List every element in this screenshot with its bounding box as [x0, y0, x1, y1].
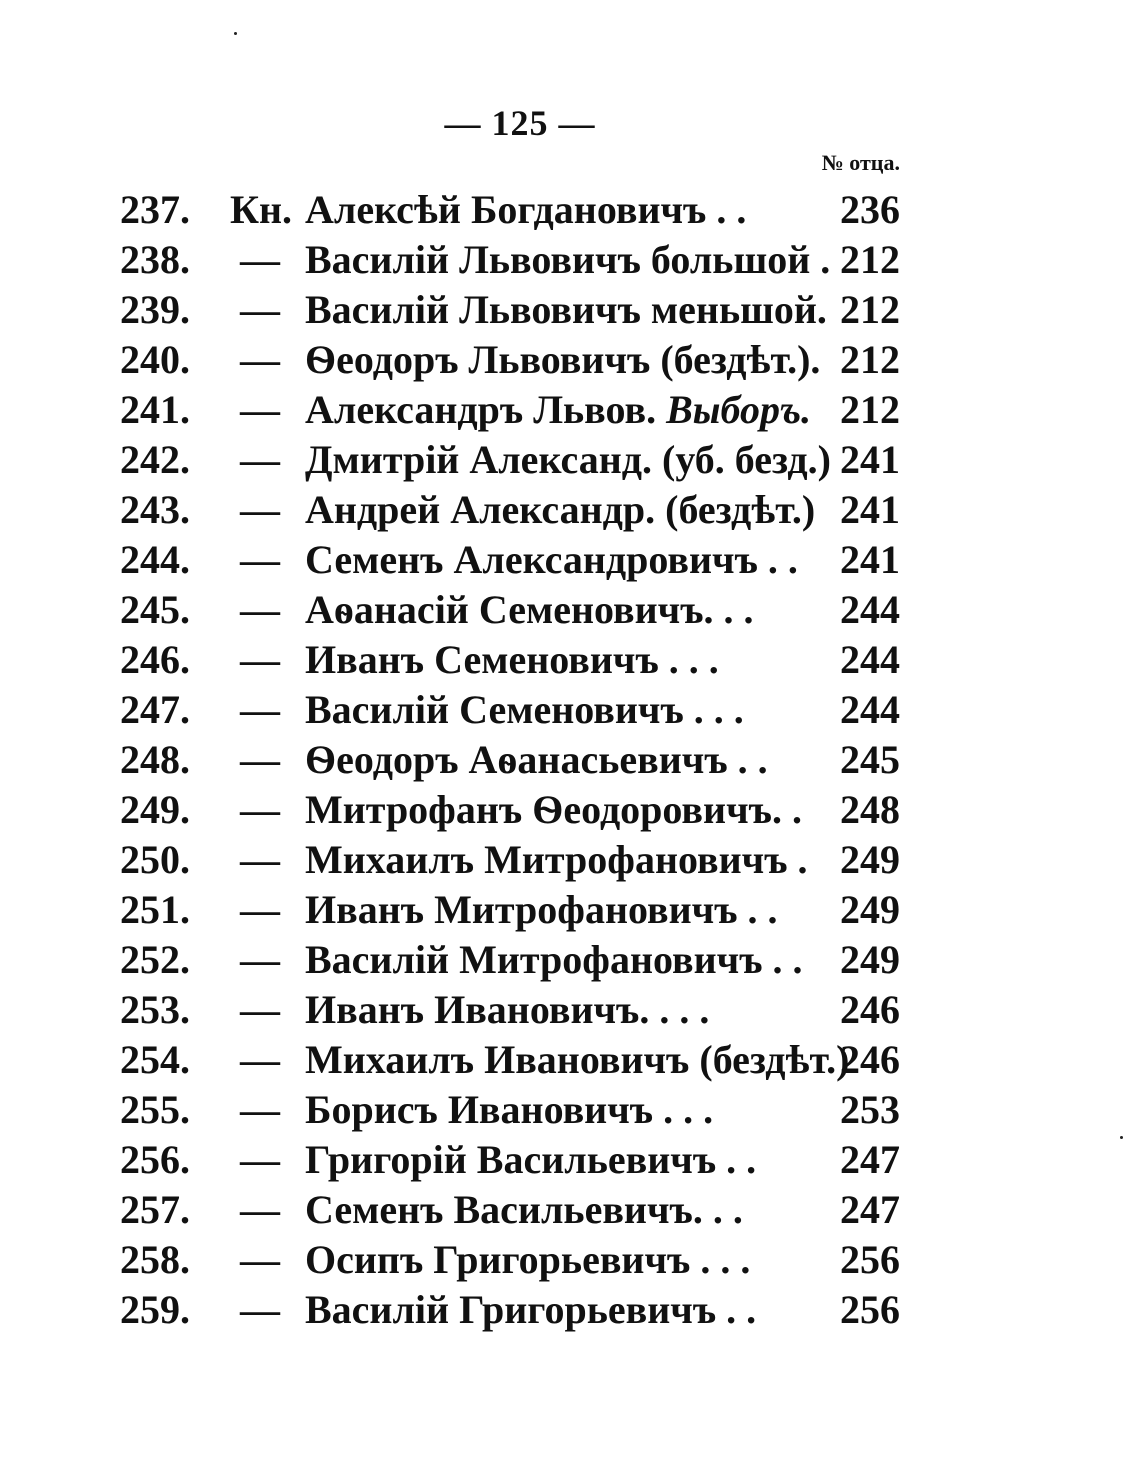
entry-row — [120, 585, 910, 635]
entry-name — [305, 635, 795, 685]
entry-title: — — [240, 837, 280, 882]
entry-name — [305, 1035, 850, 1085]
entry-row — [120, 535, 910, 585]
entry-number: 250. — [120, 837, 190, 882]
entry-father-number: 246 — [840, 987, 900, 1032]
entry-father-number: 236 — [840, 187, 900, 232]
entry-father-number: 253 — [840, 1087, 900, 1132]
entry-title: Кн. — [230, 187, 293, 232]
entry-name-text: Иванъ Митрофановичъ . . — [305, 887, 778, 932]
entry-number: 246. — [120, 637, 190, 682]
entry-number: 251. — [120, 887, 190, 932]
entry-title: — — [240, 1087, 280, 1132]
entry-name — [305, 585, 795, 635]
entry-number: 247. — [120, 687, 190, 732]
entry-name — [305, 685, 795, 735]
entry-row — [120, 185, 910, 235]
entry-father-number: 247 — [840, 1137, 900, 1182]
entry-row — [120, 1185, 910, 1235]
entry-name — [305, 835, 808, 885]
entry-name-text: Михаилъ Митрофановичъ . — [305, 837, 808, 882]
entry-number: 239. — [120, 287, 190, 332]
entry-father-number: 244 — [840, 687, 900, 732]
entry-father-number: 245 — [840, 737, 900, 782]
entry-father-number: 244 — [840, 637, 900, 682]
entry-name-text: Ѳеодоръ Львовичъ (бездѣт.). — [305, 337, 821, 382]
entry-title: — — [240, 887, 280, 932]
entry-father-number: 244 — [840, 587, 900, 632]
entry-name-text: Семенъ Александровичъ . . — [305, 537, 798, 582]
entry-row — [120, 885, 910, 935]
entry-number: 249. — [120, 787, 190, 832]
entry-name-text: Семенъ Васильевичъ. . . — [305, 1187, 743, 1232]
entry-row — [120, 1135, 910, 1185]
entry-name — [305, 185, 795, 235]
print-speck — [1120, 1136, 1123, 1139]
entry-number: 253. — [120, 987, 190, 1032]
entry-name — [305, 1085, 795, 1135]
entry-name — [305, 885, 795, 935]
entry-title: — — [240, 237, 280, 282]
entry-row — [120, 935, 910, 985]
entry-father-number: 212 — [840, 237, 900, 282]
entry-name-text: Григорій Васильевичъ . . — [305, 1137, 757, 1182]
entry-name — [305, 235, 831, 285]
entry-row — [120, 835, 910, 885]
entry-title: — — [240, 387, 280, 432]
entry-name-text: Митрофанъ Ѳеодоровичъ. . — [305, 787, 802, 832]
entry-number: 252. — [120, 937, 190, 982]
entry-place: Выборъ. — [666, 387, 812, 432]
entry-name — [305, 735, 795, 785]
entry-name-text: Иванъ Ивановичъ. . . . — [305, 987, 710, 1032]
entry-name — [305, 985, 795, 1035]
entry-number: 254. — [120, 1037, 190, 1082]
entry-father-number: 247 — [840, 1187, 900, 1232]
entry-title: — — [240, 437, 280, 482]
entry-name — [305, 1285, 795, 1335]
entry-father-number: 249 — [840, 837, 900, 882]
entry-number: 256. — [120, 1137, 190, 1182]
entry-row — [120, 235, 910, 285]
entry-title: — — [240, 1237, 280, 1282]
entry-row — [120, 285, 910, 335]
entry-name-text: Василій Григорьевичъ . . — [305, 1287, 757, 1332]
entry-father-number: 249 — [840, 887, 900, 932]
entry-row — [120, 785, 910, 835]
entry-title: — — [240, 1137, 280, 1182]
entry-name-text: Борисъ Ивановичъ . . . — [305, 1087, 714, 1132]
entry-title: — — [240, 1037, 280, 1082]
entry-row — [120, 735, 910, 785]
entry-father-number: 212 — [840, 287, 900, 332]
entry-row — [120, 485, 910, 535]
entry-father-number: 256 — [840, 1237, 900, 1282]
entry-name — [305, 385, 812, 435]
entry-number: 245. — [120, 587, 190, 632]
entry-number: 238. — [120, 237, 190, 282]
entry-name-text: Ѳеодоръ Аѳанасьевичъ . . — [305, 737, 768, 782]
entry-number: 243. — [120, 487, 190, 532]
entry-number: 244. — [120, 537, 190, 582]
entry-name-text: Алексѣй Богдановичъ . . — [305, 187, 747, 232]
entry-row — [120, 385, 910, 435]
entry-name-text: Василій Митрофановичъ . . — [305, 937, 803, 982]
entry-father-number: 212 — [840, 387, 900, 432]
entry-title: — — [240, 687, 280, 732]
entry-number: 259. — [120, 1287, 190, 1332]
entry-title: — — [240, 637, 280, 682]
entry-father-number: 241 — [840, 487, 900, 532]
entry-row — [120, 335, 910, 385]
entry-row — [120, 1235, 910, 1285]
entry-name — [305, 435, 831, 485]
entry-title: — — [240, 737, 280, 782]
entry-name-text: Василій Семеновичъ . . . — [305, 687, 744, 732]
genealogy-list — [120, 185, 910, 1335]
entry-number: 248. — [120, 737, 190, 782]
entry-row — [120, 635, 910, 685]
entry-name-text: Василій Львовичъ меньшой. — [305, 287, 827, 332]
entry-father-number: 212 — [840, 337, 900, 382]
entry-row — [120, 985, 910, 1035]
entry-row — [120, 1035, 910, 1085]
entry-row — [120, 685, 910, 735]
entry-name-text: Осипъ Григорьевичъ . . . — [305, 1237, 751, 1282]
entry-title: — — [240, 787, 280, 832]
entry-number: 241. — [120, 387, 190, 432]
entry-name-text: Иванъ Семеновичъ . . . — [305, 637, 719, 682]
entry-name — [305, 535, 798, 585]
entry-father-number: 249 — [840, 937, 900, 982]
entry-name — [305, 335, 821, 385]
entry-title: — — [240, 487, 280, 532]
entry-number: 240. — [120, 337, 190, 382]
entry-name — [305, 1135, 795, 1185]
entry-name-text: Андрей Александр. (бездѣт.) — [305, 487, 816, 532]
entry-name — [305, 1185, 795, 1235]
entry-name-text: Аѳанасій Семеновичъ. . . — [305, 587, 754, 632]
entry-row — [120, 1285, 910, 1335]
entry-number: 237. — [120, 187, 190, 232]
entry-name-text: Василій Львовичъ большой . — [305, 237, 831, 282]
entry-row — [120, 1085, 910, 1135]
entry-father-number: 241 — [840, 437, 900, 482]
entry-number: 255. — [120, 1087, 190, 1132]
entry-number: 242. — [120, 437, 190, 482]
entry-row — [120, 435, 910, 485]
entry-title: — — [240, 937, 280, 982]
page-number: — 125 — — [444, 103, 596, 143]
entry-title: — — [240, 537, 280, 582]
entry-name — [305, 1235, 795, 1285]
entry-name-text: Александръ Львов. — [305, 387, 667, 432]
entry-name-text: Михаилъ Ивановичъ (бездѣт.) — [305, 1037, 850, 1082]
entry-title: — — [240, 287, 280, 332]
entry-title: — — [240, 987, 280, 1032]
entry-father-number: 256 — [840, 1287, 900, 1332]
father-column-header: № отца. — [821, 150, 900, 175]
entry-title: — — [240, 1287, 280, 1332]
entry-number: 257. — [120, 1187, 190, 1232]
entry-title: — — [240, 587, 280, 632]
print-speck — [234, 32, 237, 35]
entry-number: 258. — [120, 1237, 190, 1282]
entry-title: — — [240, 337, 280, 382]
entry-name — [305, 485, 816, 535]
entry-title: — — [240, 1187, 280, 1232]
entry-name — [305, 285, 827, 335]
entry-name-text: Дмитрій Александ. (уб. безд.) — [305, 437, 831, 482]
entry-father-number: 246 — [840, 1037, 900, 1082]
entry-father-number: 241 — [840, 537, 900, 582]
entry-father-number: 248 — [840, 787, 900, 832]
entry-name — [305, 785, 802, 835]
entry-name — [305, 935, 803, 985]
